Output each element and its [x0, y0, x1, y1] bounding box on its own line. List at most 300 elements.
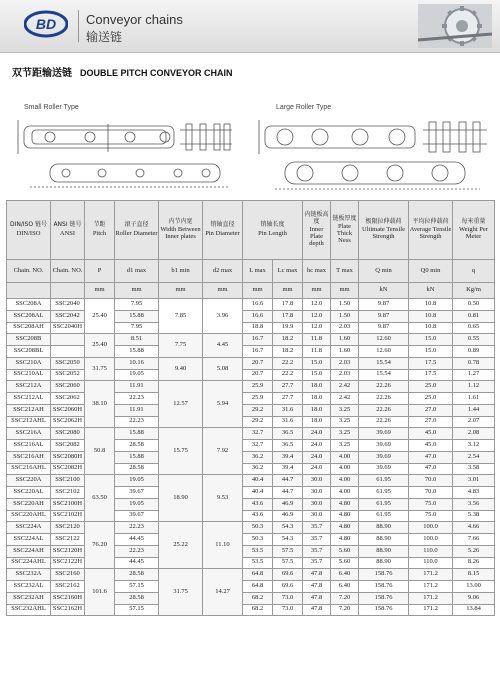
table-row [7, 510, 495, 522]
col-pin-diameter: 销轴直径 Pin Diameter [203, 201, 243, 260]
header-row-symbols [7, 260, 495, 283]
cell-ultimate-tensile: 22.26 [359, 393, 409, 405]
unit-pitch: mm [85, 283, 115, 299]
cell-ansi: SSC2062H [51, 416, 85, 428]
cell-plate-thickness: 5.60 [331, 557, 359, 569]
cell-roller-diameter: 44.45 [115, 557, 159, 569]
cell-average-tensile: 27.0 [409, 416, 453, 428]
cell-pin-length-l: 32.7 [243, 440, 273, 452]
cell-plate-thickness: 7.20 [331, 604, 359, 616]
cell-roller-diameter: 22.23 [115, 393, 159, 405]
col-din-iso: DIN/ISO 链号 DIN/ISO [7, 201, 51, 260]
cell-ansi: SSC2080 [51, 428, 85, 440]
cell-plate-thickness: 4.00 [331, 463, 359, 475]
cell-pin-length-lc: 54.3 [273, 522, 303, 534]
header-row-titles [7, 201, 495, 260]
cell-average-tensile: 171.2 [409, 604, 453, 616]
table-row [7, 416, 495, 428]
cell-roller-diameter: 44.45 [115, 534, 159, 546]
cell-average-tensile: 10.8 [409, 322, 453, 334]
cell-roller-diameter: 19.05 [115, 369, 159, 381]
cell-ansi: SSC2050 [51, 357, 85, 369]
cell-weight: 1.12 [453, 381, 495, 393]
cell-average-tensile: 171.2 [409, 592, 453, 604]
sym-b1: b1 min [159, 260, 203, 283]
cell-ultimate-tensile: 88.90 [359, 557, 409, 569]
cell-pin-length-lc: 44.7 [273, 487, 303, 499]
unit-q0: kN [409, 283, 453, 299]
cell-plate-thickness: 4.80 [331, 510, 359, 522]
cell-ultimate-tensile: 158.76 [359, 604, 409, 616]
table-row [7, 369, 495, 381]
col-plate-thickness: 链板厚度 Plate Thick Ness [331, 201, 359, 260]
cell-pin-length-lc: 57.5 [273, 557, 303, 569]
cell-pin-length-l: 36.2 [243, 451, 273, 463]
section-title [12, 64, 233, 79]
cell-din-iso: SSC208BL [7, 346, 51, 358]
table-row [7, 346, 495, 358]
cell-average-tensile: 75.0 [409, 510, 453, 522]
cell-roller-diameter: 15.88 [115, 428, 159, 440]
cell-roller-diameter: 28.58 [115, 440, 159, 452]
cell-ultimate-tensile: 39.69 [359, 440, 409, 452]
cell-weight: 0.50 [453, 299, 495, 311]
cell-ansi: SSC2040H [51, 322, 85, 334]
cell-roller-diameter: 28.58 [115, 463, 159, 475]
cell-ultimate-tensile: 61.95 [359, 498, 409, 510]
cell-average-tensile: 25.0 [409, 381, 453, 393]
cell-din-iso: SSC216AHL [7, 463, 51, 475]
cell-weight: 1.27 [453, 369, 495, 381]
cell-ultimate-tensile: 9.87 [359, 299, 409, 311]
cell-ansi: SSC2160 [51, 569, 85, 581]
cell-average-tensile: 47.0 [409, 451, 453, 463]
cell-weight: 0.55 [453, 334, 495, 346]
cell-weight: 5.26 [453, 545, 495, 557]
cell-pin-diameter: 11.10 [203, 522, 243, 569]
cell-plate-thickness: 5.60 [331, 545, 359, 557]
sym-lc: Lc max [273, 260, 303, 283]
cell-din-iso: SSC220AHL [7, 510, 51, 522]
cell-pin-length-lc: 36.5 [273, 440, 303, 452]
cell-pin-length-l: 16.6 [243, 299, 273, 311]
cell-plate-thickness: 4.00 [331, 487, 359, 499]
table-row [7, 557, 495, 569]
svg-text:BD: BD [35, 16, 57, 32]
cell-pin-length-l: 40.4 [243, 487, 273, 499]
cell-pin-length-lc: 17.8 [273, 310, 303, 322]
cell-ultimate-tensile: 9.87 [359, 322, 409, 334]
table-row [7, 357, 495, 369]
cell-ultimate-tensile: 158.76 [359, 592, 409, 604]
cell-pin-length-l: 18.8 [243, 322, 273, 334]
cell-weight: 2.08 [453, 428, 495, 440]
cell-ansi: SSC2100H [51, 498, 85, 510]
cell-pin-length-lc: 22.2 [273, 357, 303, 369]
cell-pin-length-lc: 31.6 [273, 416, 303, 428]
cell-weight: 3.12 [453, 440, 495, 452]
cell-pitch: 25.40 [85, 299, 115, 334]
section-title-en: DOUBLE PITCH CONVEYOR CHAIN [80, 68, 233, 78]
cell-pin-length-l: 25.9 [243, 393, 273, 405]
cell-pin-length-l: 43.6 [243, 510, 273, 522]
sym-t: T max [331, 260, 359, 283]
col-ultimate-tensile: 极限拉伸载荷 Ultimate Tensile Strength [359, 201, 409, 260]
cell-din-iso: SSC232AHL [7, 604, 51, 616]
cell-din-iso: SSC220AL [7, 487, 51, 499]
col-inner-width: 内节内宽 Width Between Inner plates [159, 201, 203, 260]
col-inner-plate-depth: 内链板高度 Inner Plate depth [303, 201, 331, 260]
cell-ultimate-tensile: 158.76 [359, 581, 409, 593]
cell-average-tensile: 45.0 [409, 428, 453, 440]
sym-l: L max [243, 260, 273, 283]
cell-ultimate-tensile: 9.87 [359, 310, 409, 322]
cell-ansi: SSC2120 [51, 522, 85, 534]
spec-table [6, 200, 495, 616]
cell-pin-diameter: 14.27 [203, 569, 243, 616]
cell-average-tensile: 100.0 [409, 522, 453, 534]
cell-pitch: 50.8 [85, 428, 115, 475]
cell-pin-length-lc: 46.9 [273, 498, 303, 510]
table-row [7, 534, 495, 546]
sym-ansi: Chain. NO. [51, 260, 85, 283]
cell-ultimate-tensile: 15.54 [359, 357, 409, 369]
cell-roller-diameter: 19.05 [115, 498, 159, 510]
cell-roller-diameter: 22.23 [115, 522, 159, 534]
cell-ansi: SSC2060 [51, 381, 85, 393]
cell-inner-width: 12.57 [159, 381, 203, 428]
cell-plate-thickness: 4.80 [331, 522, 359, 534]
cell-plate-thickness: 2.03 [331, 322, 359, 334]
cell-roller-diameter: 57.15 [115, 604, 159, 616]
cell-pin-length-lc: 18.2 [273, 346, 303, 358]
cell-ultimate-tensile: 61.95 [359, 475, 409, 487]
cell-din-iso: SSC210A [7, 357, 51, 369]
cell-ultimate-tensile: 61.95 [359, 510, 409, 522]
cell-plate-depth: 30.0 [303, 498, 331, 510]
table-row [7, 322, 495, 334]
cell-pitch: 31.75 [85, 357, 115, 381]
cell-weight: 0.78 [453, 357, 495, 369]
cell-pin-diameter: 4.45 [203, 334, 243, 358]
cell-pin-length-lc: 27.7 [273, 381, 303, 393]
cell-din-iso: SSC208A [7, 299, 51, 311]
cell-plate-thickness: 1.60 [331, 334, 359, 346]
cell-weight: 0.65 [453, 322, 495, 334]
cell-average-tensile: 110.0 [409, 545, 453, 557]
cell-ansi: SSC2082 [51, 440, 85, 452]
cell-roller-diameter: 11.91 [115, 381, 159, 393]
cell-ultimate-tensile: 88.90 [359, 522, 409, 534]
cell-ultimate-tensile: 39.69 [359, 428, 409, 440]
sym-d2: d2 max [203, 260, 243, 283]
cell-pin-length-l: 53.5 [243, 545, 273, 557]
cell-ansi: SSC2052 [51, 369, 85, 381]
table-row [7, 440, 495, 452]
cell-pin-length-lc: 36.5 [273, 428, 303, 440]
cell-pin-length-l: 16.6 [243, 310, 273, 322]
unit-d1: mm [115, 283, 159, 299]
cell-ansi: SSC2122H [51, 557, 85, 569]
cell-average-tensile: 171.2 [409, 581, 453, 593]
cell-plate-thickness: 4.00 [331, 451, 359, 463]
col-roller-diameter: 滚子直径 Roller Diameter [115, 201, 159, 260]
cell-pin-length-lc: 27.7 [273, 393, 303, 405]
cell-plate-thickness: 6.40 [331, 581, 359, 593]
cell-average-tensile: 70.0 [409, 475, 453, 487]
sym-hc: hc max [303, 260, 331, 283]
cell-inner-width: 7.75 [159, 334, 203, 358]
cell-pin-length-l: 20.7 [243, 357, 273, 369]
cell-average-tensile: 15.0 [409, 346, 453, 358]
cell-pin-length-l: 25.9 [243, 381, 273, 393]
cell-weight: 8.15 [453, 569, 495, 581]
cell-plate-depth: 35.7 [303, 522, 331, 534]
cell-ansi: SSC2040 [51, 299, 85, 311]
sym-q: Q min [359, 260, 409, 283]
unit-q: kN [359, 283, 409, 299]
table-row [7, 334, 495, 346]
cell-din-iso: SSC224AH [7, 545, 51, 557]
unit-d2: mm [203, 283, 243, 299]
header-banner [0, 0, 500, 53]
cell-din-iso: SSC232AH [7, 592, 51, 604]
cell-average-tensile: 47.0 [409, 463, 453, 475]
cell-roller-diameter: 15.88 [115, 451, 159, 463]
unit-weight: Kg/m [453, 283, 495, 299]
cell-pin-length-l: 32.7 [243, 428, 273, 440]
cell-pin-length-lc: 39.4 [273, 451, 303, 463]
cell-roller-diameter: 22.23 [115, 545, 159, 557]
cell-pin-length-l: 68.2 [243, 604, 273, 616]
cell-ansi: SSC2160H [51, 592, 85, 604]
table-row [7, 592, 495, 604]
cell-pin-length-lc: 18.2 [273, 334, 303, 346]
cell-ansi: SSC2082H [51, 463, 85, 475]
cell-weight: 8.26 [453, 557, 495, 569]
cell-din-iso: SSC208B [7, 334, 51, 346]
cell-roller-diameter: 39.67 [115, 510, 159, 522]
cell-roller-diameter: 7.95 [115, 299, 159, 311]
small-roller-caption: Small Roller Type [24, 104, 79, 111]
col-pin-length: 销轴长度 Pin Length [243, 201, 303, 260]
cell-pin-length-l: 68.2 [243, 592, 273, 604]
cell-din-iso: SSC208AH [7, 322, 51, 334]
cell-inner-width: 18.90 [159, 475, 203, 522]
cell-average-tensile: 45.0 [409, 440, 453, 452]
cell-average-tensile: 15.0 [409, 334, 453, 346]
cell-pin-diameter: 3.96 [203, 299, 243, 334]
cell-ultimate-tensile: 22.26 [359, 416, 409, 428]
cell-din-iso: SSC220AH [7, 498, 51, 510]
unit-t: mm [331, 283, 359, 299]
cell-ultimate-tensile: 39.69 [359, 463, 409, 475]
cell-average-tensile: 70.0 [409, 487, 453, 499]
cell-plate-depth: 35.7 [303, 557, 331, 569]
cell-pin-length-lc: 39.4 [273, 463, 303, 475]
table-row [7, 522, 495, 534]
cell-plate-thickness: 1.60 [331, 346, 359, 358]
table-row [7, 569, 495, 581]
cell-pin-length-lc: 73.0 [273, 604, 303, 616]
cell-pin-length-l: 40.4 [243, 475, 273, 487]
table-row [7, 463, 495, 475]
cell-roller-diameter: 15.88 [115, 310, 159, 322]
header-row-units [7, 283, 495, 299]
spec-table-body [7, 299, 495, 616]
cell-pin-length-lc: 54.3 [273, 534, 303, 546]
cell-weight: 2.07 [453, 416, 495, 428]
cell-plate-depth: 15.0 [303, 357, 331, 369]
table-row [7, 381, 495, 393]
cell-plate-depth: 12.0 [303, 299, 331, 311]
cell-din-iso: SSC210AL [7, 369, 51, 381]
cell-plate-depth: 24.0 [303, 440, 331, 452]
col-pitch: 节距 Pitch [85, 201, 115, 260]
cell-average-tensile: 171.2 [409, 569, 453, 581]
cell-pin-length-l: 43.6 [243, 498, 273, 510]
cell-din-iso: SSC224AHL [7, 557, 51, 569]
cell-plate-depth: 47.8 [303, 569, 331, 581]
sym-pitch: P [85, 260, 115, 283]
cell-din-iso: SSC232AL [7, 581, 51, 593]
cell-plate-thickness: 4.80 [331, 534, 359, 546]
table-row [7, 487, 495, 499]
table-row [7, 545, 495, 557]
cell-din-iso: SSC216A [7, 428, 51, 440]
cell-ultimate-tensile: 12.60 [359, 334, 409, 346]
cell-pitch: 101.6 [85, 569, 115, 616]
cell-plate-depth: 12.0 [303, 310, 331, 322]
unit-b1: mm [159, 283, 203, 299]
sym-q0: Q0 min [409, 260, 453, 283]
cell-pin-length-l: 29.2 [243, 404, 273, 416]
cell-din-iso: SSC216AH [7, 451, 51, 463]
cell-ultimate-tensile: 22.26 [359, 381, 409, 393]
cell-ultimate-tensile: 39.69 [359, 451, 409, 463]
cell-roller-diameter: 28.58 [115, 569, 159, 581]
cell-ansi [51, 334, 85, 346]
cell-plate-thickness: 3.25 [331, 404, 359, 416]
cell-roller-diameter: 28.58 [115, 592, 159, 604]
cell-ansi: SSC2102H [51, 510, 85, 522]
cell-pin-length-lc: 57.5 [273, 545, 303, 557]
cell-average-tensile: 25.0 [409, 393, 453, 405]
cell-pin-length-lc: 19.9 [273, 322, 303, 334]
cell-pin-diameter: 5.94 [203, 381, 243, 428]
cell-plate-thickness: 4.80 [331, 498, 359, 510]
cell-ansi: SSC2162 [51, 581, 85, 593]
cell-roller-diameter: 8.51 [115, 334, 159, 346]
cell-average-tensile: 10.8 [409, 310, 453, 322]
cell-din-iso: SSC232A [7, 569, 51, 581]
cell-plate-thickness: 6.40 [331, 569, 359, 581]
cell-plate-thickness: 2.03 [331, 357, 359, 369]
cell-weight: 13.00 [453, 581, 495, 593]
table-row [7, 498, 495, 510]
cell-plate-thickness: 2.42 [331, 381, 359, 393]
cell-ultimate-tensile: 158.76 [359, 569, 409, 581]
cell-plate-depth: 11.8 [303, 334, 331, 346]
cell-roller-diameter: 39.67 [115, 487, 159, 499]
cell-pin-length-l: 16.7 [243, 334, 273, 346]
cell-din-iso: SSC212AL [7, 393, 51, 405]
cell-inner-width: 31.75 [159, 569, 203, 616]
table-row [7, 393, 495, 405]
cell-pin-length-lc: 73.0 [273, 592, 303, 604]
cell-plate-depth: 18.0 [303, 393, 331, 405]
cell-plate-thickness: 1.50 [331, 310, 359, 322]
cell-plate-thickness: 2.03 [331, 369, 359, 381]
col-average-tensile: 平均拉伸载荷 Average Tensile Strength [409, 201, 453, 260]
sym-d1: d1 max [115, 260, 159, 283]
cell-plate-thickness: 3.25 [331, 440, 359, 452]
cell-weight: 2.54 [453, 451, 495, 463]
cell-weight: 4.83 [453, 487, 495, 499]
cell-average-tensile: 75.0 [409, 498, 453, 510]
cell-plate-depth: 18.0 [303, 381, 331, 393]
cell-roller-diameter: 57.15 [115, 581, 159, 593]
cell-ultimate-tensile: 88.90 [359, 545, 409, 557]
cell-plate-depth: 30.0 [303, 487, 331, 499]
cell-pin-length-l: 36.2 [243, 463, 273, 475]
cell-weight: 7.66 [453, 534, 495, 546]
cell-plate-depth: 24.0 [303, 428, 331, 440]
cell-average-tensile: 100.0 [409, 534, 453, 546]
cell-pitch: 38.10 [85, 381, 115, 428]
col-weight: 每米重量 Weight Per Meter [453, 201, 495, 260]
cell-ansi: SSC2060H [51, 404, 85, 416]
cell-pin-diameter: 5.08 [203, 357, 243, 381]
cell-ansi: SSC2100 [51, 475, 85, 487]
cell-weight: 0.81 [453, 310, 495, 322]
cell-weight: 4.66 [453, 522, 495, 534]
cell-weight: 3.01 [453, 475, 495, 487]
cell-plate-depth: 30.0 [303, 475, 331, 487]
section-title-cn: 双节距输送链 [12, 68, 72, 79]
cell-plate-depth: 30.0 [303, 510, 331, 522]
cell-ansi: SSC2042 [51, 310, 85, 322]
cell-pin-length-l: 50.3 [243, 534, 273, 546]
cell-pin-length-lc: 17.8 [273, 299, 303, 311]
cell-ansi: SSC2062 [51, 393, 85, 405]
cell-average-tensile: 10.8 [409, 299, 453, 311]
cell-ansi: SSC2162H [51, 604, 85, 616]
cell-din-iso: SSC208AL [7, 310, 51, 322]
cell-ultimate-tensile: 61.95 [359, 487, 409, 499]
cell-pin-length-lc: 69.6 [273, 569, 303, 581]
cell-plate-depth: 18.0 [303, 404, 331, 416]
cell-ultimate-tensile: 12.60 [359, 346, 409, 358]
cell-pin-diameter: 9.53 [203, 475, 243, 522]
cell-din-iso: SSC212AH [7, 404, 51, 416]
cell-weight: 3.56 [453, 498, 495, 510]
cell-din-iso: SSC212AHL [7, 416, 51, 428]
cell-ultimate-tensile: 15.54 [359, 369, 409, 381]
cell-average-tensile: 17.5 [409, 369, 453, 381]
cell-roller-diameter: 11.91 [115, 404, 159, 416]
company-logo [24, 10, 68, 38]
cell-roller-diameter: 7.95 [115, 322, 159, 334]
cell-weight: 5.38 [453, 510, 495, 522]
cell-plate-thickness: 3.25 [331, 416, 359, 428]
cell-roller-diameter: 19.05 [115, 475, 159, 487]
cell-plate-thickness: 1.50 [331, 299, 359, 311]
cell-plate-depth: 11.8 [303, 346, 331, 358]
table-row [7, 428, 495, 440]
cell-plate-depth: 24.0 [303, 451, 331, 463]
large-roller-diagram [255, 112, 495, 192]
